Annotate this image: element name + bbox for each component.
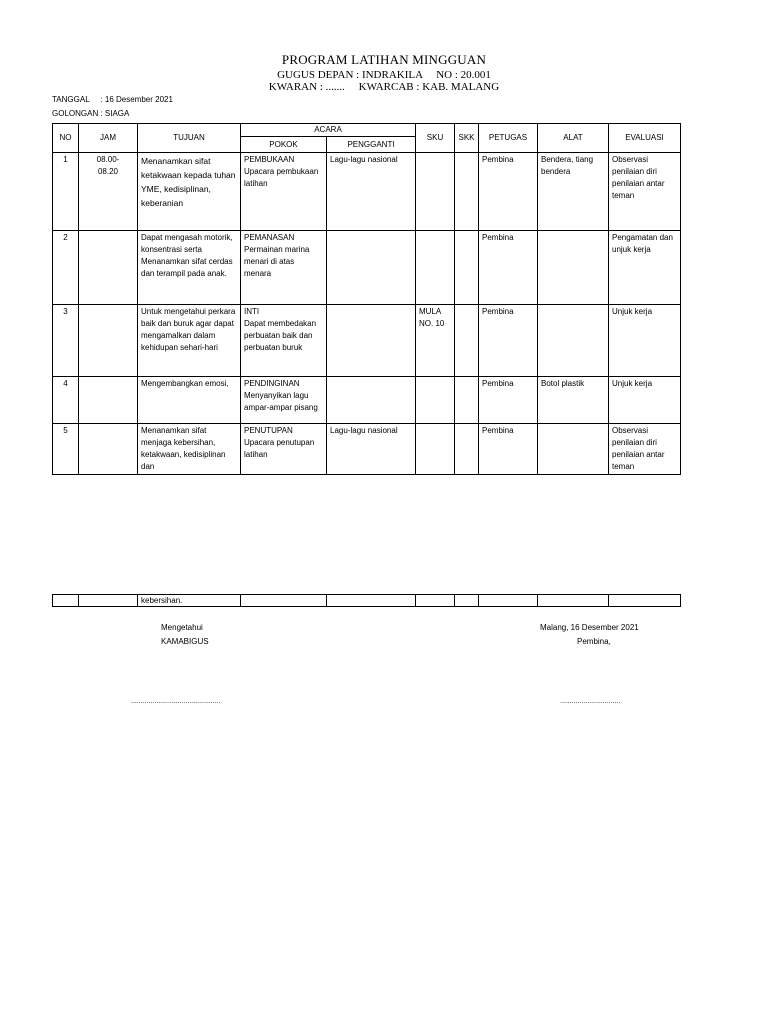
cell-empty — [327, 595, 416, 607]
header-no: NO — [53, 124, 79, 153]
cell-evaluasi: Unjuk kerja — [609, 377, 681, 424]
header-skk: SKK — [455, 124, 479, 153]
cell-evaluasi: Unjuk kerja — [609, 305, 681, 377]
cell-jam: 08.00- 08.20 — [79, 153, 138, 231]
header-pokok: POKOK — [241, 137, 327, 153]
cell-pokok: INTI Dapat membedakan perbuatan baik dan perbuatan buruk — [241, 305, 327, 377]
cell-alat: Botol plastik — [538, 377, 609, 424]
cell-jam — [79, 424, 138, 475]
cell-pokok: PENUTUPAN Upacara penutupan latihan — [241, 424, 327, 475]
kwaran-line: KWARAN : ....... KWARCAB : KAB. MALANG — [268, 81, 500, 93]
cell-tujuan: Dapat mengasah motorik, konsentrasi serta Menanamkan sifat cerdas dan terampil pada anak. — [138, 231, 241, 305]
right-signature-line: ............................... — [560, 698, 621, 705]
table-row — [53, 377, 681, 424]
cell-no: 2 — [53, 231, 79, 305]
cell-tujuan: Untuk mengetahui perkara baik dan buruk agar dapat mengamalkan dalam kehidupan sehari-hari — [138, 305, 241, 377]
cell-petugas: Pembina — [479, 424, 538, 475]
cell-sku — [416, 377, 455, 424]
cell-jam — [79, 377, 138, 424]
kamabigus-label: KAMABIGUS — [161, 637, 209, 646]
cell-skk — [455, 424, 479, 475]
cell-empty — [53, 595, 79, 607]
table-row — [53, 231, 681, 305]
cell-pengganti: Lagu-lagu nasional — [327, 424, 416, 475]
cell-petugas: Pembina — [479, 153, 538, 231]
date-place-label: Malang, 16 Desember 2021 — [540, 623, 639, 632]
header-tujuan: TUJUAN — [138, 124, 241, 153]
cell-jam — [79, 305, 138, 377]
cell-empty — [479, 595, 538, 607]
header-jam: JAM — [79, 124, 138, 153]
cell-pengganti — [327, 377, 416, 424]
cell-no: 3 — [53, 305, 79, 377]
cell-alat — [538, 305, 609, 377]
cell-evaluasi: Observasi penilaian diri penilaian antar teman — [609, 424, 681, 475]
cell-empty — [416, 595, 455, 607]
cell-evaluasi: Observasi penilaian diri penilaian antar teman — [609, 153, 681, 231]
cell-sku — [416, 424, 455, 475]
cell-skk — [455, 231, 479, 305]
cell-empty — [79, 595, 138, 607]
cell-skk — [455, 377, 479, 424]
cell-skk — [455, 305, 479, 377]
cell-skk — [455, 153, 479, 231]
cell-empty — [455, 595, 479, 607]
cell-alat: Bendera, tiang bendera — [538, 153, 609, 231]
header-sku: SKU — [416, 124, 455, 153]
cell-pengganti: Lagu-lagu nasional — [327, 153, 416, 231]
tanggal-label: TANGGAL : 16 Desember 2021 — [52, 95, 173, 104]
table-header-row — [53, 124, 681, 137]
continuation-table — [52, 594, 681, 607]
header-pengganti: PENGGANTI — [327, 137, 416, 153]
cell-empty — [241, 595, 327, 607]
cell-pokok: PEMBUKAAN Upacara pembukaan latihan — [241, 153, 327, 231]
cell-evaluasi: Pengamatan dan unjuk kerja — [609, 231, 681, 305]
cell-alat — [538, 231, 609, 305]
document-title: PROGRAM LATIHAN MINGGUAN — [281, 52, 487, 67]
header-alat: ALAT — [538, 124, 609, 153]
cell-empty — [538, 595, 609, 607]
table-row — [53, 424, 681, 475]
header-petugas: PETUGAS — [479, 124, 538, 153]
pembina-label: Pembina, — [577, 637, 611, 646]
cell-alat — [538, 424, 609, 475]
table-row — [53, 153, 681, 231]
program-table — [52, 123, 681, 475]
cell-empty — [609, 595, 681, 607]
header-evaluasi: EVALUASI — [609, 124, 681, 153]
cell-tujuan: Mengembangkan emosi, — [138, 377, 241, 424]
gugus-depan-line: GUGUS DEPAN : INDRAKILA NO : 20.001 — [277, 69, 491, 81]
cell-petugas: Pembina — [479, 231, 538, 305]
cell-no: 4 — [53, 377, 79, 424]
cell-sku — [416, 153, 455, 231]
cell-petugas: Pembina — [479, 377, 538, 424]
cell-tujuan: Menanamkan sifat ketakwaan kepada tuhan YME, kedisiplinan, keberanian — [138, 153, 241, 231]
cell-sku: MULA NO. 10 — [416, 305, 455, 377]
cell-jam — [79, 231, 138, 305]
left-signature-line: .............................................. — [131, 698, 221, 705]
mengetahui-label: Mengetahui — [161, 623, 203, 632]
cell-pengganti — [327, 231, 416, 305]
cell-no: 1 — [53, 153, 79, 231]
cell-petugas: Pembina — [479, 305, 538, 377]
cell-tujuan: Menanamkan sifat menjaga kebersihan, ketakwaan, kedisiplinan dan — [138, 424, 241, 475]
cell-tujuan-continued: kebersihan. — [138, 595, 241, 607]
cell-pengganti — [327, 305, 416, 377]
continuation-row — [53, 595, 681, 607]
table-row — [53, 305, 681, 377]
golongan-label: GOLONGAN : SIAGA — [52, 109, 130, 118]
cell-pokok: PENDINGINAN Menyanyikan lagu ampar-ampar pisang — [241, 377, 327, 424]
cell-no: 5 — [53, 424, 79, 475]
cell-pokok: PEMANASAN Permainan marina menari di atas menara — [241, 231, 327, 305]
header-acara: ACARA — [241, 124, 416, 137]
cell-sku — [416, 231, 455, 305]
